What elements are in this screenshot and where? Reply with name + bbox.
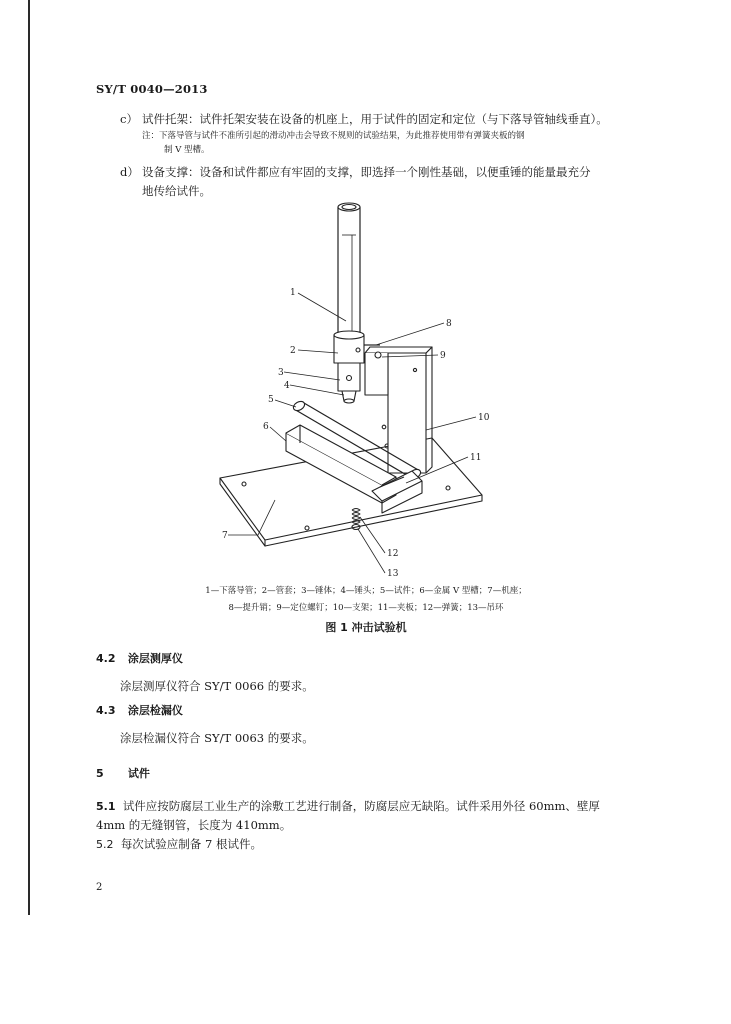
- paragraph-text: 涂层测厚仪符合 SY/T 0066 的要求。: [120, 679, 314, 693]
- callout-10: 10: [478, 413, 490, 423]
- list-item-marker: d）: [120, 165, 139, 179]
- figure-legend-line: 1—下落导管；2—管套；3—锤体；4—锤头；5—试件；6—金属 V 型槽；7—机座；: [205, 586, 527, 596]
- callout-13: 13: [387, 569, 399, 579]
- clause-5-2: [96, 835, 626, 854]
- callout-6: 6: [263, 422, 269, 432]
- clause-line: 试件应按防腐层工业生产的涂敷工艺进行制备，防腐层应无缺陷。试件采用外径 60mm、壁厚: [122, 799, 600, 813]
- clause-text: [96, 835, 626, 854]
- callout-1: 1: [290, 288, 296, 298]
- callout-12: 12: [387, 549, 399, 559]
- page-number: 2: [96, 882, 103, 893]
- note-line: 制 V 型槽。: [164, 145, 210, 155]
- callout-2: 2: [290, 346, 296, 356]
- note-line: 注：下落导管与试件不准所引起的滑动冲击会导致不规则的试验结果，为此推荐使用带有弹簧夹板的钢: [142, 131, 525, 141]
- section-paragraph: [120, 677, 650, 696]
- clause-line: 每次试验应制备 7 根试件。: [120, 837, 262, 851]
- standard-code: SY/T 0040—2013: [96, 82, 208, 96]
- callout-9: 9: [440, 351, 446, 361]
- callout-5: 5: [268, 395, 274, 405]
- callout-8: 8: [446, 319, 452, 329]
- section-title: 涂层检漏仪: [127, 704, 183, 717]
- list-item-text: 试件托架：试件托架安装在设备的机座上，用于试件的固定和定位（与下落导管轴线垂直）。: [142, 112, 608, 126]
- list-item-marker: c）: [120, 112, 138, 126]
- section-title: 试件: [127, 767, 150, 780]
- binding-line: [28, 0, 30, 915]
- callout-4: 4: [284, 381, 290, 391]
- clause-5-1: [96, 797, 626, 835]
- clause-text: [96, 797, 626, 816]
- clause-line: 4mm 的无缝钢管，长度为 410mm。: [96, 818, 292, 832]
- figure-caption: 图 1 冲击试验机: [325, 621, 407, 634]
- section-number: 5: [96, 767, 104, 780]
- section-number: 4.3: [96, 704, 116, 717]
- chapter-heading: [96, 765, 150, 781]
- impact-tester-drawing: [200, 195, 520, 580]
- figure-legend-line: 8—提升销；9—定位螺钉；10—支架；11—夹板；12—弹簧；13—吊环: [228, 603, 504, 613]
- list-item-text: 地传给试件。: [142, 184, 211, 198]
- callout-11: 11: [470, 453, 482, 463]
- callout-7: 7: [222, 531, 228, 541]
- list-item-text: 设备支撑：设备和试件都应有牢固的支撑，即选择一个刚性基础，以便重锤的能量最充分: [142, 165, 591, 179]
- impact-tester-figure: [200, 195, 520, 580]
- section-paragraph: [120, 729, 650, 748]
- section-number: 4.2: [96, 652, 116, 665]
- list-item-body: [142, 110, 622, 157]
- section-heading: [96, 702, 183, 718]
- paragraph-text: 涂层检漏仪符合 SY/T 0063 的要求。: [120, 731, 314, 745]
- callout-3: 3: [278, 368, 284, 378]
- clause-number: 5.2: [96, 838, 114, 851]
- section-heading: [96, 650, 183, 666]
- section-title: 涂层测厚仪: [127, 652, 183, 665]
- clause-number: 5.1: [96, 800, 116, 813]
